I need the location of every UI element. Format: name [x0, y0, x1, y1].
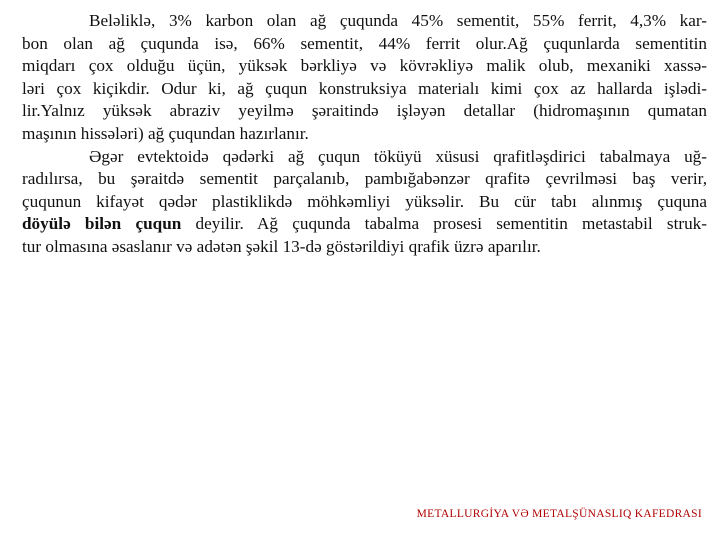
paragraph-line: Beləliklə, 3% karbon olan ağ çuqunda 45% sementit, 55% ferrit, 4,3% kar- [89, 11, 707, 30]
paragraph-line: ləri çox kiçikdir. Odur ki, ağ çuqun konstruksiya materialı kimi çox az hallarda işlədi- [22, 78, 707, 98]
paragraph-line: bon olan ağ çuqunda isə, 66% sementit, 44% ferrit olur.Ağ çuqunlarda sementitin [22, 33, 707, 53]
paragraph-line: tur olmasına əsaslanır və adətən şəkil 13-də göstərildiyi qrafik üzrə aparılır. [22, 236, 541, 256]
paragraph-line: miqdarı çox olduğu üçün, yüksək bərkliyə və kövrəkliyə malik olub, mexaniki xassə- [22, 56, 707, 76]
paragraph-line-rest: deyilir. Ağ çuqunda tabalma prosesi sementitin metastabil struk- [181, 214, 707, 234]
paragraph-line: çuqunun kifayət qədər plastiklikdə möhkəmliyi yüksəlir. Bu cür tabı alınmış çuquna [22, 191, 707, 211]
paragraph-line: Əgər evtektoidə qədərki ağ çuqun töküyü xüsusi qrafitləşdirici tabalmaya uğ- [89, 146, 707, 166]
paragraph-2 [22, 146, 707, 259]
paragraph-line [22, 213, 707, 236]
paragraph-line: lir.Yalnız yüksək abraziv yeyilmə şəraitində işləyən detallar (hidromaşının qumatan [22, 101, 707, 121]
defined-term: döyülə bilən çuqun [22, 214, 182, 234]
paragraph-line: maşının hissələri) ağ çuqundan hazırlanır. [22, 123, 309, 143]
document-body [22, 10, 707, 259]
paragraph-1 [22, 10, 707, 146]
paragraph-line: radılırsa, bu şəraitdə sementit parçalanıb, pambığabənzər qrafitə çevrilməsi baş verir, [22, 169, 707, 189]
department-footer: METALLURGİYA VƏ METALŞÜNASLIQ KAFEDRASI [416, 508, 702, 520]
